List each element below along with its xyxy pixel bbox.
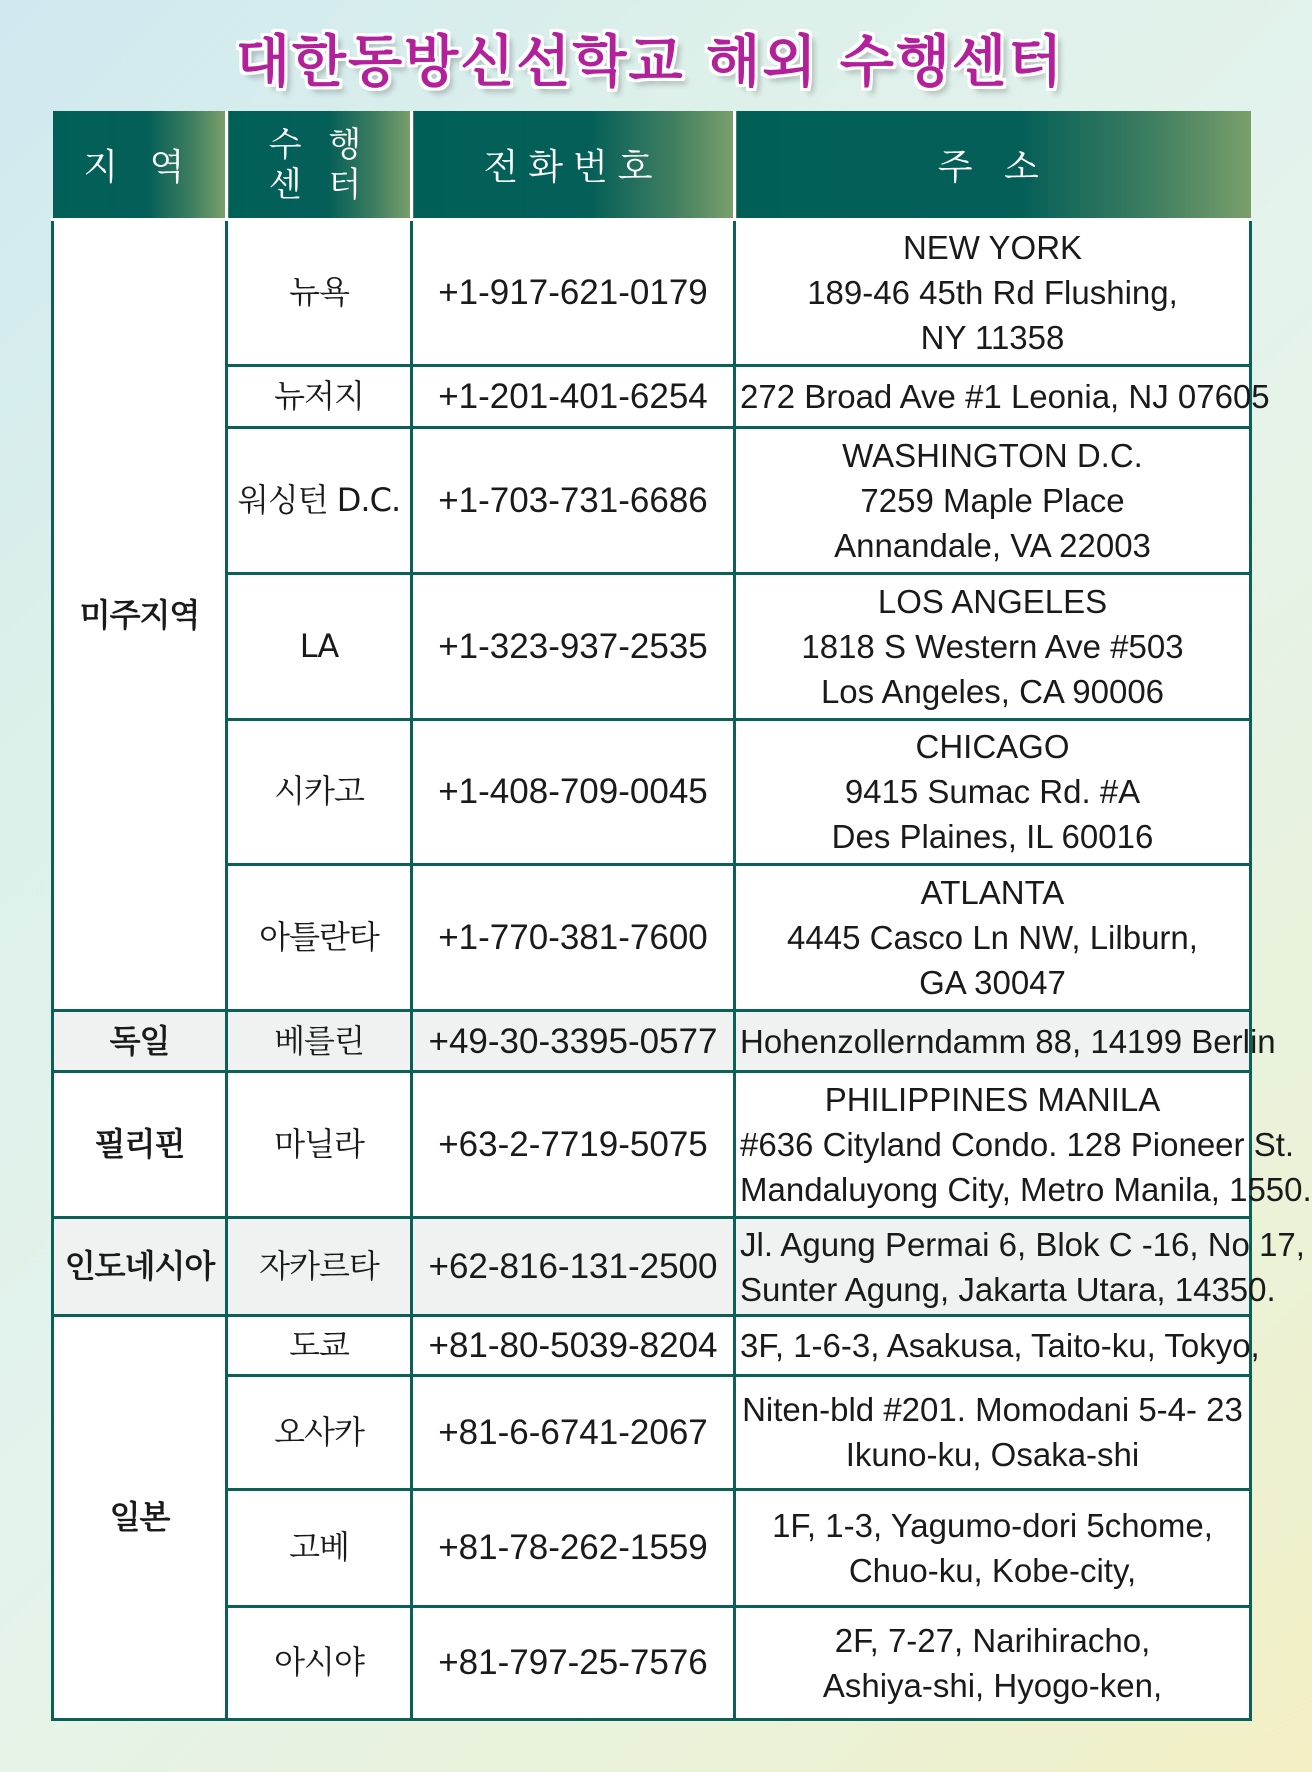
address-line: LOS ANGELES bbox=[877, 582, 1108, 620]
phone-cell: +1-770-381-7600 bbox=[412, 865, 735, 1011]
address-line: CHICAGO bbox=[915, 728, 1070, 766]
address-line: 1818 S Western Ave #503 bbox=[801, 627, 1184, 665]
phone-cell: +63-2-7719-5075 bbox=[412, 1072, 735, 1218]
phone-cell: +1-917-621-0179 bbox=[412, 220, 735, 366]
center-name-cell: 고베 bbox=[227, 1489, 412, 1606]
address-line: #636 Cityland Condo. 128 Pioneer St. bbox=[740, 1126, 1295, 1164]
center-name-cell: 아시야 bbox=[227, 1606, 412, 1719]
table-row bbox=[53, 573, 1251, 719]
address-line: NY 11358 bbox=[920, 318, 1065, 356]
region-cell-americas: 미주지역 bbox=[53, 220, 227, 1011]
address-line: NEW YORK bbox=[902, 228, 1083, 266]
phone-cell: +81-78-262-1559 bbox=[412, 1489, 735, 1606]
center-name-cell: 뉴욕 bbox=[227, 220, 412, 366]
address-line: GA 30047 bbox=[919, 964, 1066, 1002]
header-center-line2: 센 터 bbox=[268, 164, 370, 205]
table-row bbox=[53, 1218, 1251, 1316]
address-cell bbox=[735, 365, 1270, 427]
region-cell-japan: 일본 bbox=[53, 1316, 227, 1720]
header-phone: 전화번호 bbox=[412, 111, 735, 220]
header-region: 지 역 bbox=[53, 111, 227, 220]
address-line: 7259 Maple Place bbox=[860, 481, 1125, 519]
region-cell-indonesia: 인도네시아 bbox=[53, 1218, 227, 1316]
table-row bbox=[53, 719, 1251, 865]
phone-cell: +81-797-25-7576 bbox=[412, 1606, 735, 1719]
center-name-cell: 워싱턴 D.C. bbox=[227, 428, 412, 574]
overseas-centers-table bbox=[51, 111, 1312, 1721]
address-line: Jl. Agung Permai 6, Blok C -16, No 17, bbox=[740, 1225, 1305, 1263]
center-name-cell: 시카고 bbox=[227, 719, 412, 865]
address-cell bbox=[735, 865, 1251, 1011]
address-line: Chuo-ku, Kobe-city, bbox=[848, 1551, 1137, 1589]
address-cell bbox=[735, 1072, 1312, 1218]
address-line: 1F, 1-3, Yagumo-dori 5chome, bbox=[772, 1506, 1213, 1544]
header-address: 주 소 bbox=[735, 111, 1251, 220]
center-name-cell: LA bbox=[227, 573, 412, 719]
table-row bbox=[53, 365, 1251, 427]
address-line: WASHINGTON D.C. bbox=[842, 436, 1143, 474]
table-row bbox=[53, 1011, 1251, 1072]
phone-cell: +62-816-131-2500 bbox=[412, 1218, 735, 1316]
table-row bbox=[53, 865, 1251, 1011]
region-cell-germany: 독일 bbox=[53, 1011, 227, 1072]
center-name-cell: 도쿄 bbox=[227, 1316, 412, 1375]
center-name-cell: 오사카 bbox=[227, 1375, 412, 1489]
table-row bbox=[53, 1606, 1251, 1719]
address-cell bbox=[735, 573, 1251, 719]
address-cell bbox=[735, 1606, 1251, 1719]
address-line: ATLANTA bbox=[920, 874, 1065, 912]
address-line: Niten-bld #201. Momodani 5-4- 23 bbox=[742, 1391, 1243, 1429]
address-line: Annandale, VA 22003 bbox=[834, 526, 1151, 564]
table-row bbox=[53, 1375, 1251, 1489]
address-line: 3F, 1-6-3, Asakusa, Taito-ku, Tokyo, bbox=[740, 1326, 1260, 1364]
address-line: Sunter Agung, Jakarta Utara, 14350. bbox=[740, 1270, 1276, 1308]
phone-cell: +1-703-731-6686 bbox=[412, 428, 735, 574]
phone-cell: +1-201-401-6254 bbox=[412, 365, 735, 427]
table-row bbox=[53, 1489, 1251, 1606]
table-header-row bbox=[53, 111, 1251, 220]
address-cell bbox=[735, 220, 1251, 366]
address-line: 2F, 7-27, Narihiracho, bbox=[834, 1621, 1151, 1659]
page-title: 대한동방신선학교 해외 수행센터 bbox=[235, 30, 1065, 95]
address-cell bbox=[735, 428, 1251, 574]
address-line: 189-46 45th Rd Flushing, bbox=[807, 273, 1178, 311]
table-row bbox=[53, 428, 1251, 574]
table-row bbox=[53, 220, 1251, 366]
address-line: 9415 Sumac Rd. #A bbox=[844, 773, 1141, 811]
address-line: Mandaluyong City, Metro Manila, 1550. bbox=[740, 1171, 1312, 1209]
address-line: Los Angeles, CA 90006 bbox=[820, 672, 1165, 710]
region-cell-philippines: 필리핀 bbox=[53, 1072, 227, 1218]
center-name-cell: 아틀란타 bbox=[227, 865, 412, 1011]
address-cell bbox=[735, 1489, 1251, 1606]
address-line: 272 Broad Ave #1 Leonia, NJ 07605 bbox=[740, 377, 1270, 415]
address-line: 4445 Casco Ln NW, Lilburn, bbox=[787, 919, 1198, 957]
address-line: PHILIPPINES MANILA bbox=[824, 1081, 1161, 1119]
phone-cell: +81-80-5039-8204 bbox=[412, 1316, 735, 1375]
center-name-cell: 자카르타 bbox=[227, 1218, 412, 1316]
address-cell bbox=[735, 1218, 1305, 1316]
address-line: Des Plaines, IL 60016 bbox=[831, 818, 1154, 856]
address-line: Ikuno-ku, Osaka-shi bbox=[845, 1436, 1140, 1474]
address-cell bbox=[735, 719, 1251, 865]
center-name-cell: 뉴저지 bbox=[227, 365, 412, 427]
phone-cell: +1-323-937-2535 bbox=[412, 573, 735, 719]
table-row bbox=[53, 1316, 1251, 1375]
center-name-cell: 마닐라 bbox=[227, 1072, 412, 1218]
address-line: Ashiya-shi, Hyogo-ken, bbox=[822, 1666, 1163, 1704]
phone-cell: +49-30-3395-0577 bbox=[412, 1011, 735, 1072]
address-cell bbox=[735, 1011, 1276, 1072]
address-cell bbox=[735, 1316, 1260, 1375]
center-name-cell: 베를린 bbox=[227, 1011, 412, 1072]
header-center-line1: 수 행 bbox=[268, 124, 370, 165]
address-cell bbox=[735, 1375, 1251, 1489]
phone-cell: +81-6-6741-2067 bbox=[412, 1375, 735, 1489]
phone-cell: +1-408-709-0045 bbox=[412, 719, 735, 865]
table-row bbox=[53, 1072, 1251, 1218]
address-line: Hohenzollerndamm 88, 14199 Berlin bbox=[740, 1022, 1276, 1060]
header-center bbox=[227, 111, 412, 220]
